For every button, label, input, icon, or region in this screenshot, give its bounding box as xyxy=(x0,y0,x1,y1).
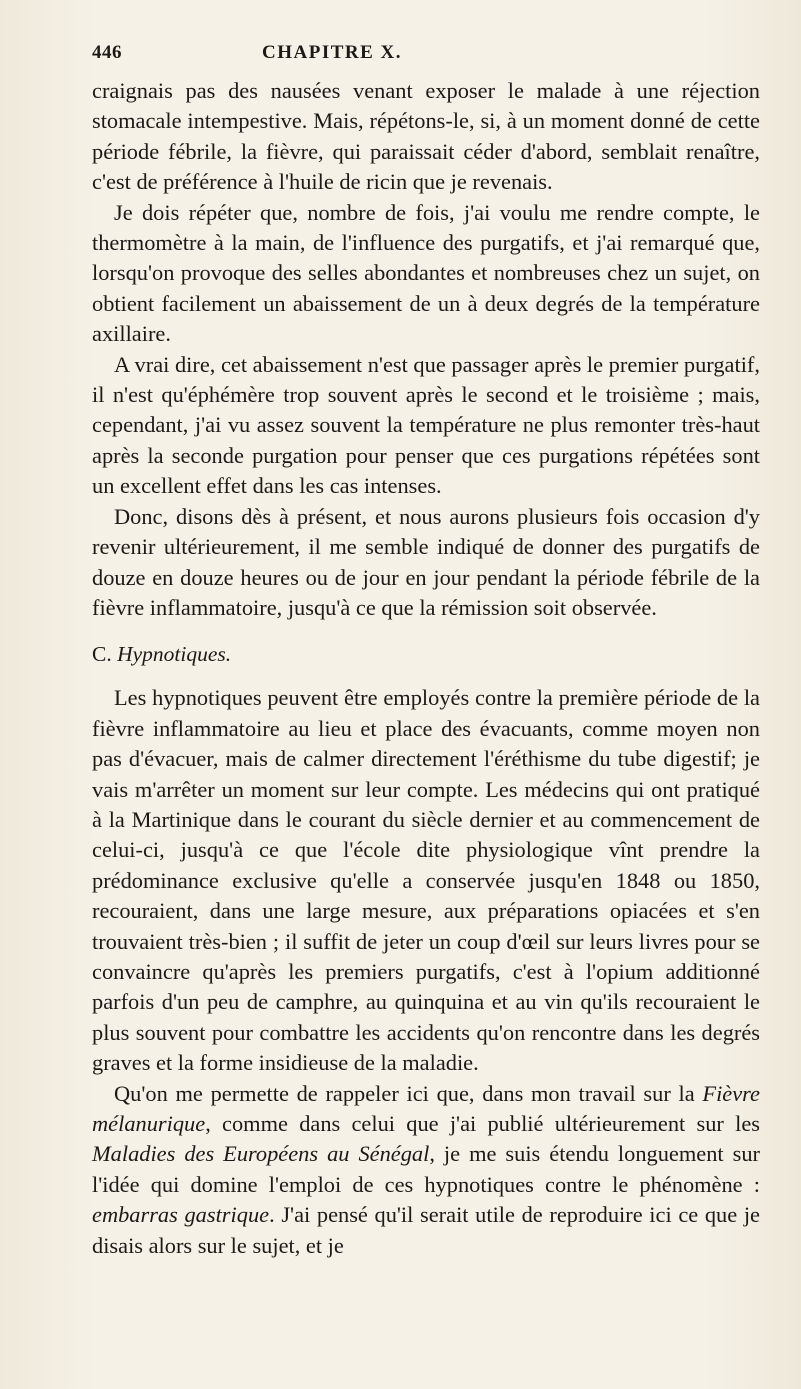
paragraph-text: , je me suis étendu longuement sur l'idée qui domine l'emploi de ces hypnotiques contre le phénomène : xyxy=(92,1141,760,1197)
work-title-maladies: Maladies des Européens au Sénégal xyxy=(92,1141,430,1167)
paragraph: Les hypnotiques peuvent être employés contre la première période de la fièvre inflammatoire au lieu et place des évacuants, comme moyen non pas d'évacuer, mais de calmer directement l'éréthisme du tube digestif; je vais m'arrêter un moment sur leur compte. Les médecins qui ont pratiqué à la Martinique dans le courant du siècle dernier et au commencement de celui-ci, jusqu'à ce que l'école dite physiologique vînt prendre la prédominance exclusive qu'elle a conservée jusqu'en 1848 ou 1850, recouraient, dans une large mesure, aux préparations opiacées et s'en trouvaient très-bien ; il suffit de jeter un coup d'œil sur leurs livres pour se convaincre qu'après les premiers purgatifs, c'est à l'opium additionné parfois d'un peu de camphre, au quinquina et au vin qu'ils recouraient le plus souvent pour combattre les accidents qu'on rencontre dans les degrés graves et la forme insidieuse de la maladie. xyxy=(92,685,760,1076)
section-letter: C. xyxy=(92,642,112,667)
section-title: Hypnotiques. xyxy=(117,642,232,667)
emphasis-embarras: embarras gastrique xyxy=(92,1202,270,1228)
paragraph-text: . J'ai pensé qu'il serait utile de reproduire ici ce que je disais alors sur le sujet, et je xyxy=(92,1202,760,1258)
work-title-fievre: Fièvre mélanurique xyxy=(92,1080,760,1136)
paragraph-text: , comme dans celui que j'ai publié ultérieurement sur les xyxy=(205,1111,760,1136)
section-heading xyxy=(92,639,760,669)
running-head xyxy=(92,42,761,76)
page-number: 446 xyxy=(92,42,122,63)
paragraph xyxy=(92,1079,760,1261)
paragraph-continued: craignais pas des nausées venant exposer le malade à une réjection stomacale intempestive. Mais, répétons-le, si, à un moment donné de cette période fébrile, la fièvre, qui paraissait céder d'abord, semblait renaître, c'est de préférence à l'huile de ricin que je revenais. xyxy=(92,78,760,195)
paragraph-text: Qu'on me permette de rappeler ici que, dans mon travail sur la xyxy=(114,1080,703,1106)
paragraph: Je dois répéter que, nombre de fois, j'ai voulu me rendre compte, le thermomètre à la main, de l'influence des purgatifs, et j'ai remarqué que, lorsqu'on provoque des selles abondantes et nombreuses chez un sujet, on obtient facilement un abaissement de un à deux degrés de la température axillaire. xyxy=(92,199,760,347)
paragraph: A vrai dire, cet abaissement n'est que passager après le premier purgatif, il n'est qu'éphémère trop souvent après le second et le troisième ; mais, cependant, j'ai vu assez souvent la température ne plus remonter très-haut après la seconde purgation pour penser que ces purgations répétées sont un excellent effet dans les cas intenses. xyxy=(92,351,760,499)
paragraph: Donc, disons dès à présent, et nous aurons plusieurs fois occasion d'y revenir ultérieurement, il me semble indiqué de donner des purgatifs de douze en douze heures ou de jour en jour pendant la période fébrile de la fièvre inflammatoire, jusqu'à ce que la rémission soit observée. xyxy=(92,503,760,620)
chapter-title: CHAPITRE X. xyxy=(262,42,403,63)
body-text xyxy=(92,76,760,1261)
